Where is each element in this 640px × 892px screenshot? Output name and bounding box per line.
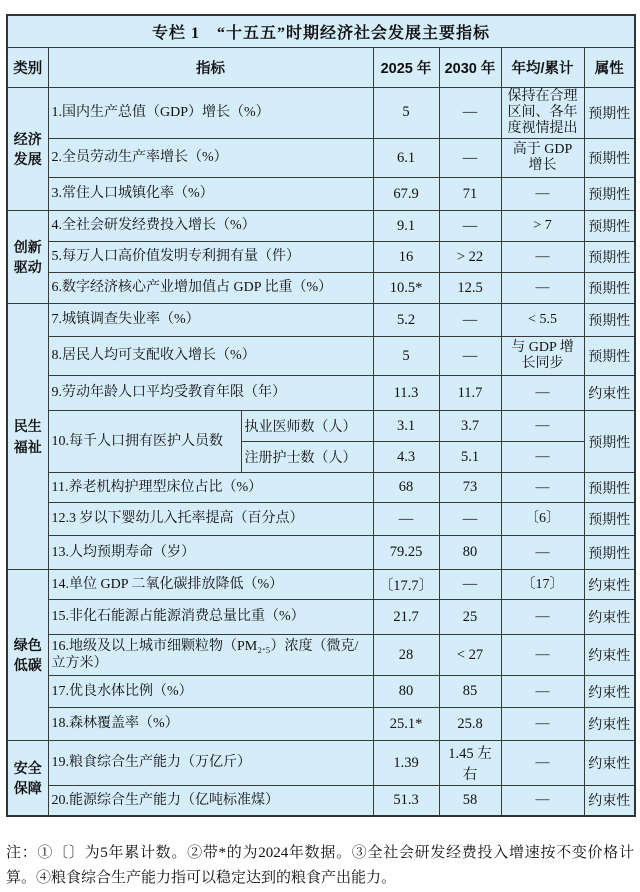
value-2030: > 22 (439, 242, 501, 273)
indicator-cell: 1.国内生产总值（GDP）增长（%） (48, 87, 373, 139)
value-2025: 5 (373, 87, 439, 139)
table-title: 专栏 1 “十五五”时期经济社会发展主要指标 (7, 15, 635, 47)
table-row (7, 178, 635, 211)
indicator-cell: 15.非化石能源占能源消费总量比重（%） (48, 600, 373, 635)
table-row (7, 139, 635, 178)
attribute-cell: 预期性 (584, 536, 635, 570)
category-cell: 民生福祉 (7, 304, 48, 570)
value-2025: 5.2 (373, 304, 439, 337)
value-2030: 25.8 (439, 708, 501, 741)
category-cell: 经济发展 (7, 87, 48, 211)
value-avg: 保持在合理区间、各年度视情提出 (501, 87, 584, 139)
attribute-cell: 预期性 (584, 87, 635, 139)
value-2030: 73 (439, 473, 501, 503)
attribute-cell: 预期性 (584, 273, 635, 304)
indicator-cell: 17.优良水体比例（%） (48, 676, 373, 708)
indicator-cell: 2.全员劳动生产率增长（%） (48, 139, 373, 178)
value-2030: 11.7 (439, 376, 501, 411)
value-avg: — (501, 178, 584, 211)
value-avg: — (501, 786, 584, 816)
table-row (7, 600, 635, 635)
indicator-cell: 16.地级及以上城市细颗粒物（PM₂.₅）浓度（微克/立方米） (48, 635, 373, 676)
table-row (7, 676, 635, 708)
title-row (7, 15, 635, 47)
indicator-cell: 14.单位 GDP 二氧化碳排放降低（%） (48, 570, 373, 600)
col-header-category: 类别 (7, 47, 48, 87)
header-row (7, 47, 635, 87)
col-header-indicator: 指标 (48, 47, 373, 87)
value-2025: 16 (373, 242, 439, 273)
table-row (7, 635, 635, 676)
table-row (7, 304, 635, 337)
value-2025: 21.7 (373, 600, 439, 635)
value-2025: 〔17.7〕 (373, 570, 439, 600)
table-row (7, 87, 635, 139)
value-2030: — (439, 337, 501, 376)
table-row (7, 376, 635, 411)
indicator-cell: 7.城镇调查失业率（%） (48, 304, 373, 337)
value-avg: — (501, 411, 584, 442)
table-row (7, 536, 635, 570)
indicator-cell: 4.全社会研发经费投入增长（%） (48, 211, 373, 242)
value-2025: 67.9 (373, 178, 439, 211)
value-2030: — (439, 139, 501, 178)
category-cell: 创新驱动 (7, 211, 48, 304)
value-avg: — (501, 708, 584, 741)
attribute-cell: 预期性 (584, 411, 635, 473)
value-avg: 〔6〕 (501, 503, 584, 536)
value-2030: 1.45 左右 (439, 741, 501, 786)
value-2025: 11.3 (373, 376, 439, 411)
value-2030: — (439, 87, 501, 139)
attribute-cell: 预期性 (584, 139, 635, 178)
value-2025: 68 (373, 473, 439, 503)
attribute-cell: 约束性 (584, 741, 635, 786)
sub-indicator-cell: 执业医师数（人） (241, 411, 373, 442)
value-2030: < 27 (439, 635, 501, 676)
attribute-cell: 预期性 (584, 242, 635, 273)
table-row (7, 503, 635, 536)
value-2025: 79.25 (373, 536, 439, 570)
value-avg: > 7 (501, 211, 584, 242)
value-2030: 25 (439, 600, 501, 635)
indicators-table (6, 14, 636, 817)
col-header-avg: 年均/累计 (501, 47, 584, 87)
value-2025: 3.1 (373, 411, 439, 442)
category-cell: 安全保障 (7, 741, 48, 816)
indicator-cell: 5.每万人口高价值发明专利拥有量（件） (48, 242, 373, 273)
value-2025: 6.1 (373, 139, 439, 178)
value-2025: 1.39 (373, 741, 439, 786)
attribute-cell: 约束性 (584, 600, 635, 635)
table-row (7, 337, 635, 376)
value-2025: 51.3 (373, 786, 439, 816)
attribute-cell: 预期性 (584, 503, 635, 536)
table-row (7, 242, 635, 273)
table-row (7, 473, 635, 503)
attribute-cell: 约束性 (584, 570, 635, 600)
value-avg: — (501, 242, 584, 273)
value-2025: 5 (373, 337, 439, 376)
attribute-cell: 预期性 (584, 211, 635, 242)
attribute-cell: 约束性 (584, 676, 635, 708)
value-2025: 4.3 (373, 442, 439, 473)
value-2025: — (373, 503, 439, 536)
value-2030: 3.7 (439, 411, 501, 442)
value-2030: 80 (439, 536, 501, 570)
value-avg: — (501, 536, 584, 570)
col-header-2030: 2030 年 (439, 47, 501, 87)
value-2025: 28 (373, 635, 439, 676)
attribute-cell: 预期性 (584, 178, 635, 211)
value-avg: 高于 GDP 增长 (501, 139, 584, 178)
value-2030: — (439, 211, 501, 242)
indicator-cell: 9.劳动年龄人口平均受教育年限（年） (48, 376, 373, 411)
indicator-cell: 8.居民人均可支配收入增长（%） (48, 337, 373, 376)
value-2025: 9.1 (373, 211, 439, 242)
indicator-cell: 12.3 岁以下婴幼儿入托率提高（百分点） (48, 503, 373, 536)
attribute-cell: 预期性 (584, 304, 635, 337)
attribute-cell: 预期性 (584, 337, 635, 376)
category-cell: 绿色低碳 (7, 570, 48, 741)
value-2030: 12.5 (439, 273, 501, 304)
col-header-attr: 属性 (584, 47, 635, 87)
table-row (7, 570, 635, 600)
table-row (7, 411, 635, 442)
table-row (7, 211, 635, 242)
attribute-cell: 约束性 (584, 786, 635, 816)
value-2025: 10.5* (373, 273, 439, 304)
value-avg: — (501, 741, 584, 786)
value-avg: — (501, 600, 584, 635)
value-avg: — (501, 376, 584, 411)
value-avg: — (501, 635, 584, 676)
attribute-cell: 约束性 (584, 635, 635, 676)
value-2030: — (439, 503, 501, 536)
indicator-cell: 3.常住人口城镇化率（%） (48, 178, 373, 211)
value-2030: — (439, 570, 501, 600)
value-avg: — (501, 473, 584, 503)
table-row (7, 786, 635, 816)
sub-indicator-cell: 注册护士数（人） (241, 442, 373, 473)
value-2030: 71 (439, 178, 501, 211)
value-2025: 80 (373, 676, 439, 708)
table-row (7, 741, 635, 786)
indicator-cell: 19.粮食综合生产能力（万亿斤） (48, 741, 373, 786)
value-avg: — (501, 442, 584, 473)
value-2030: 58 (439, 786, 501, 816)
indicator-cell: 13.人均预期寿命（岁） (48, 536, 373, 570)
table-row (7, 273, 635, 304)
footnote: 注：①〔〕为5年累计数。②带*的为2024年数据。③全社会研发经费投入增速按不变价格计算。④粮食综合生产能力指可以稳定达到的粮食产出能力。 (6, 844, 634, 887)
value-avg: 与 GDP 增长同步 (501, 337, 584, 376)
attribute-cell: 约束性 (584, 376, 635, 411)
attribute-cell: 预期性 (584, 473, 635, 503)
value-avg: 〔17〕 (501, 570, 584, 600)
value-avg: < 5.5 (501, 304, 584, 337)
value-avg: — (501, 676, 584, 708)
value-2030: 85 (439, 676, 501, 708)
indicator-cell: 20.能源综合生产能力（亿吨标准煤） (48, 786, 373, 816)
attribute-cell: 约束性 (584, 708, 635, 741)
indicator-cell: 10.每千人口拥有医护人员数 (48, 411, 241, 473)
table-row (7, 708, 635, 741)
indicator-cell: 11.养老机构护理型床位占比（%） (48, 473, 373, 503)
indicator-cell: 18.森林覆盖率（%） (48, 708, 373, 741)
value-2030: — (439, 304, 501, 337)
indicator-cell: 6.数字经济核心产业增加值占 GDP 比重（%） (48, 273, 373, 304)
value-2030: 5.1 (439, 442, 501, 473)
value-2025: 25.1* (373, 708, 439, 741)
col-header-2025: 2025 年 (373, 47, 439, 87)
value-avg: — (501, 273, 584, 304)
